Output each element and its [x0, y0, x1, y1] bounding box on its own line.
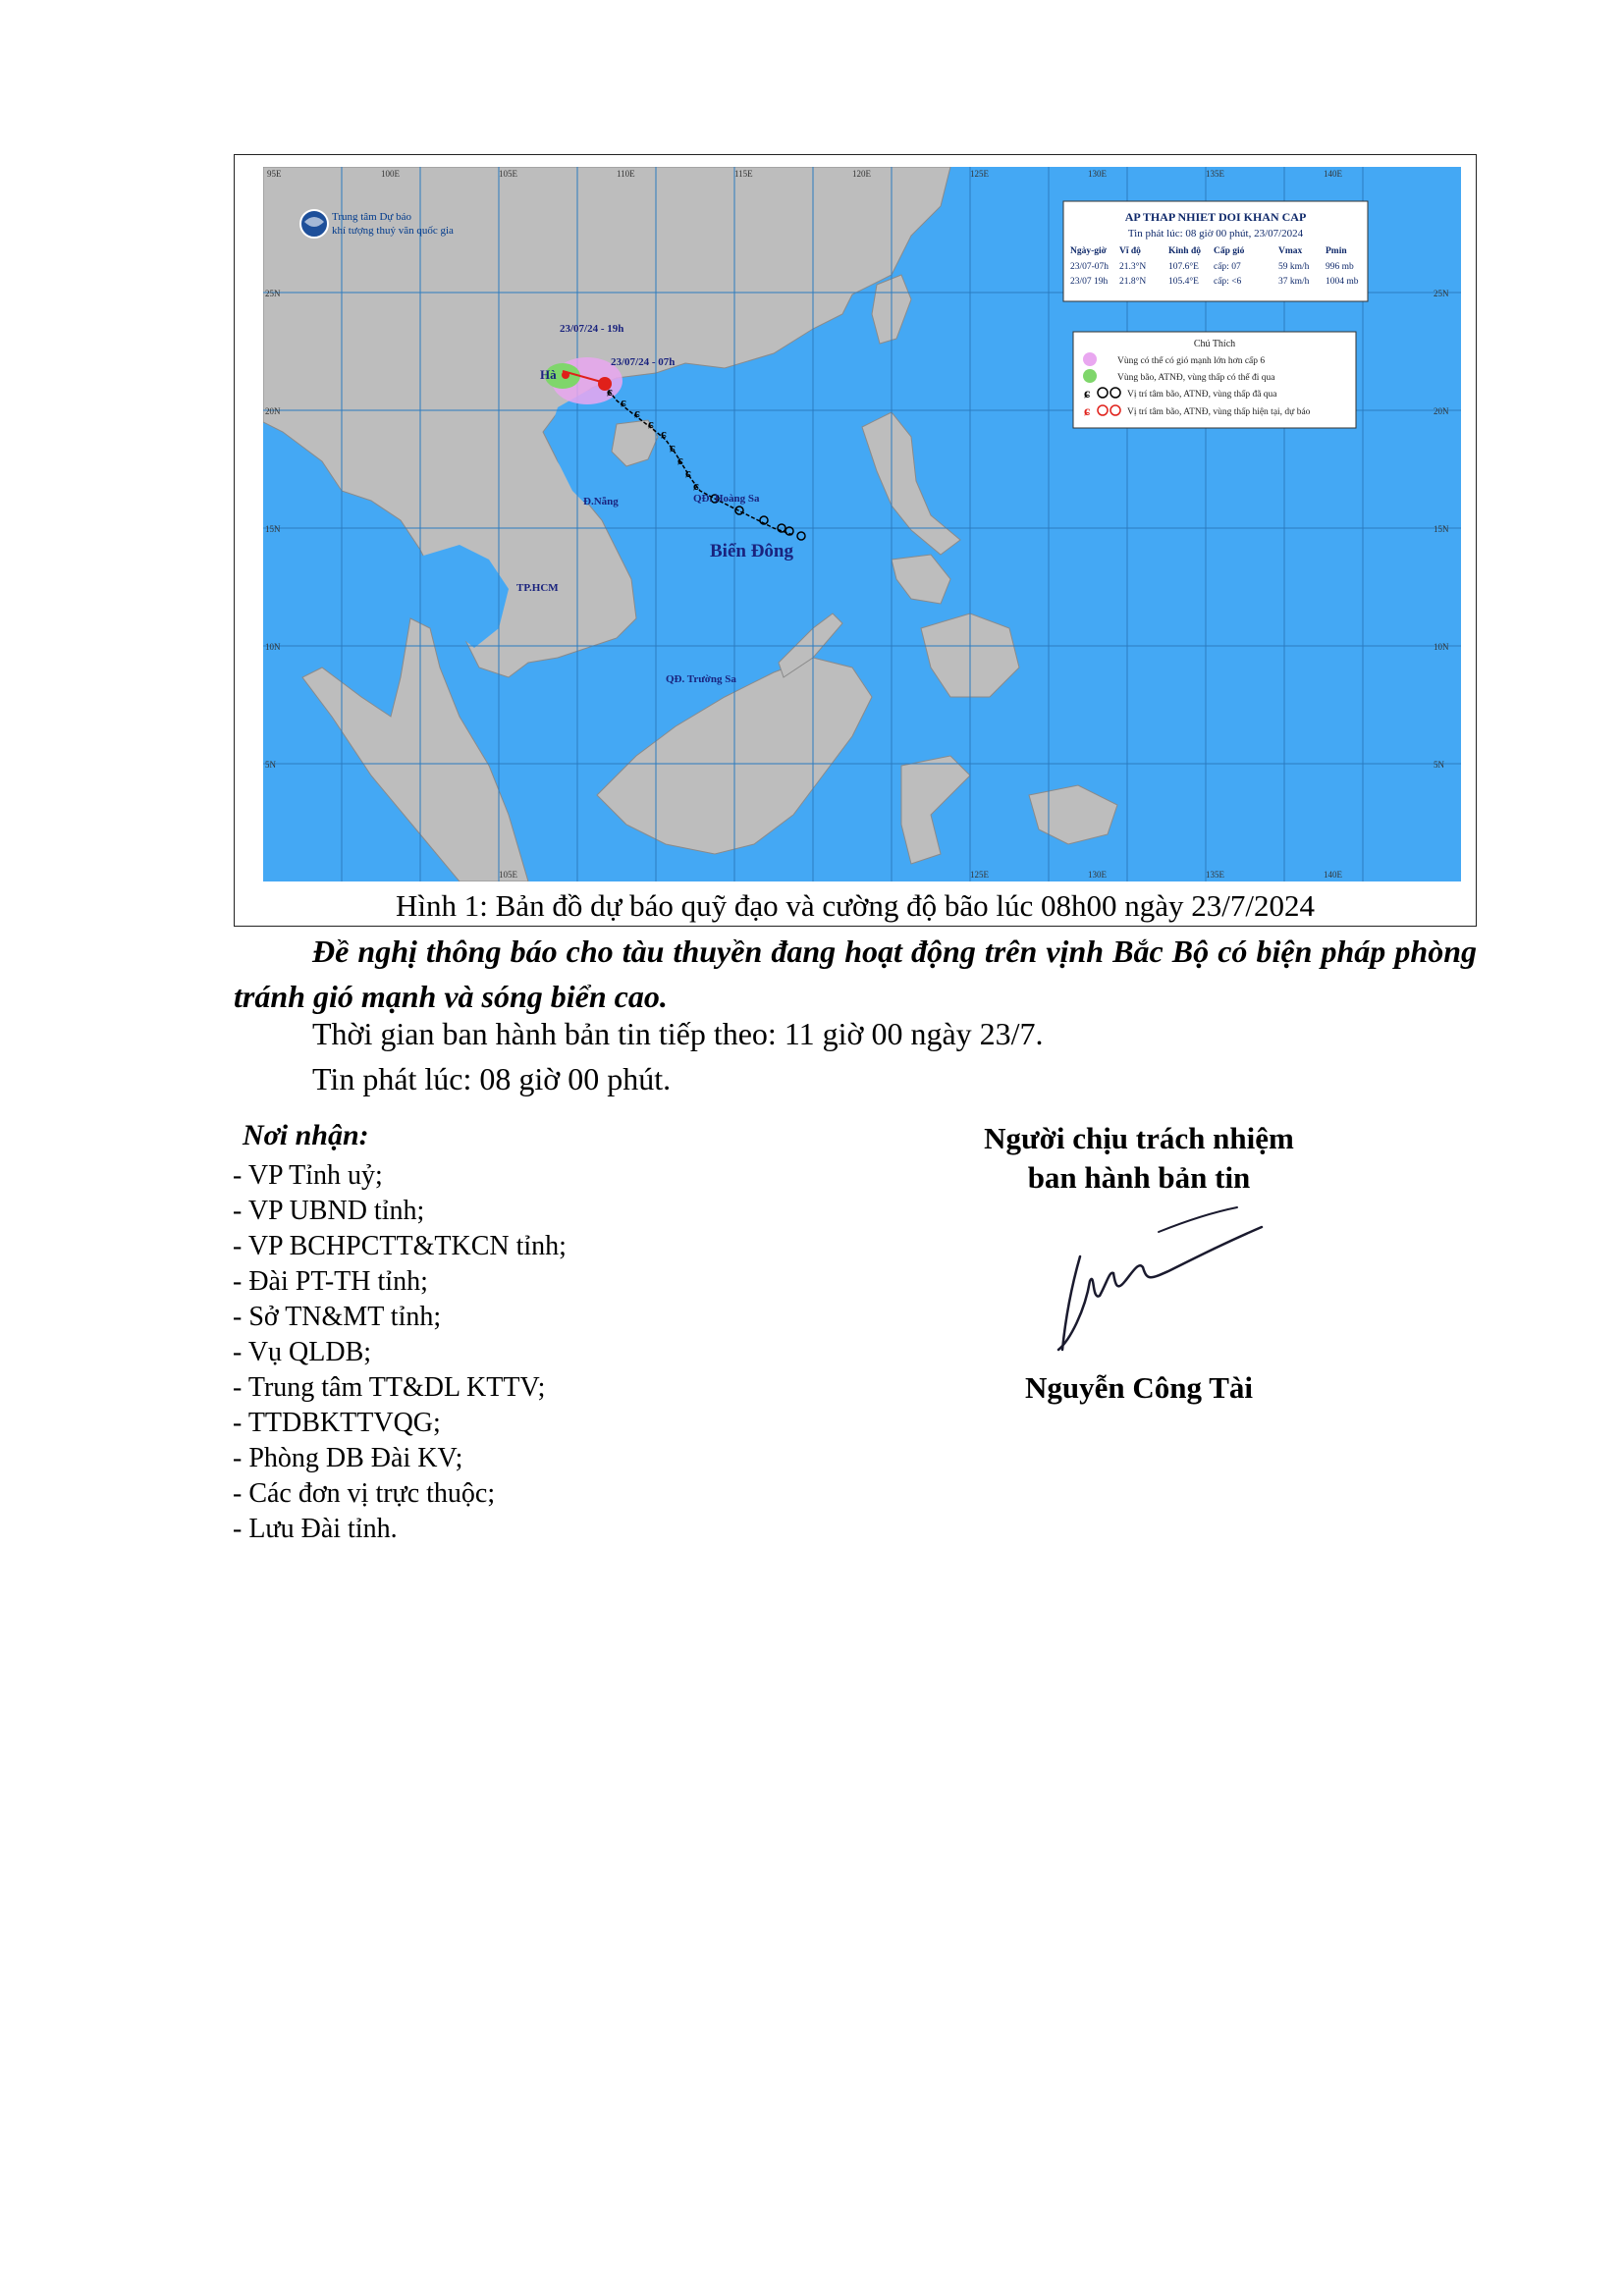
label-hanoi: Hà: [540, 367, 557, 382]
figure-caption: Hình 1: Bản đồ dự báo quỹ đạo và cường độ bão lúc 08h00 ngày 23/7/2024: [396, 888, 1315, 923]
signature: [1041, 1202, 1267, 1360]
info-box-title: AP THAP NHIET DOI KHAN CAP: [1124, 210, 1307, 224]
strong-wind-zone-icon: [1083, 352, 1097, 366]
recipient-item: - Lưu Đài tỉnh.: [233, 1514, 398, 1544]
storm-track-map: [263, 167, 1461, 881]
track-point-icon: ɕ: [685, 465, 691, 480]
label-hoangsa: QĐ. Hoàng Sa: [693, 493, 760, 505]
lat-tick-right-25: 25N: [1434, 289, 1449, 298]
legend-title: Chú Thích: [1193, 339, 1236, 349]
label-danang: Đ.Nẵng: [583, 496, 619, 507]
lon-tick-top-125: 125E: [970, 169, 989, 179]
recipient-item: - Trung tâm TT&DL KTTV;: [233, 1372, 546, 1403]
info-row2-lat: 21.8°N: [1119, 277, 1147, 287]
lon-tick-top-105: 105E: [499, 169, 517, 179]
lon-tick-bottom-125: 125E: [970, 870, 989, 880]
track-point-icon: ɕ: [693, 478, 699, 493]
recipient-item: - Đài PT-TH tỉnh;: [233, 1266, 428, 1297]
info-box-issued: Tin phát lúc: 08 giờ 00 phút, 23/07/2024: [1127, 228, 1304, 240]
lon-tick-top-115: 115E: [734, 169, 753, 179]
info-row1-wind: cấp: 07: [1214, 262, 1241, 272]
lat-tick-20: 20N: [265, 406, 281, 416]
lon-tick-top-140: 140E: [1324, 169, 1342, 179]
track-point-icon: ɕ: [607, 384, 613, 399]
info-header-datetime: Ngày-giờ: [1070, 246, 1107, 256]
label-biendong: Biển Đông: [710, 541, 793, 561]
label-time-19h: 23/07/24 - 19h: [560, 323, 624, 335]
recipients-list: [233, 1158, 567, 1547]
info-row2-pmin: 1004 mb: [1326, 277, 1359, 287]
info-row1-vmax: 59 km/h: [1278, 262, 1310, 272]
lat-tick-25: 25N: [265, 289, 281, 298]
storm-path-zone-icon: [1083, 369, 1097, 383]
lon-tick-top-100: 100E: [381, 169, 400, 179]
legend-item-3: Vị trí tâm bão, ATNĐ, vùng thấp đã qua: [1127, 390, 1277, 400]
info-row1-lat: 21.3°N: [1119, 262, 1147, 272]
lon-tick-bottom-105: 105E: [499, 870, 517, 880]
lon-tick-top-110: 110E: [617, 169, 635, 179]
lat-tick-5: 5N: [265, 760, 276, 770]
info-header-wind: Cấp gió: [1214, 246, 1245, 256]
track-point-icon: ɕ: [677, 453, 683, 467]
lon-tick-top-130: 130E: [1088, 169, 1107, 179]
recipient-item: - VP Tỉnh uỷ;: [233, 1160, 383, 1191]
signer-title-line2: ban hành bản tin: [1027, 1160, 1251, 1195]
track-point-icon: ɕ: [661, 426, 667, 441]
recipient-item: - Phòng DB Đài KV;: [233, 1443, 463, 1473]
storm-info-box: [1063, 201, 1368, 301]
forecast-center-icon: [562, 371, 569, 379]
lon-tick-bottom-140: 140E: [1324, 870, 1342, 880]
recipient-item: - Sở TN&MT tỉnh;: [233, 1302, 442, 1332]
info-header-lat: Vĩ độ: [1119, 246, 1141, 256]
recipient-item: - TTDBKTTVQG;: [233, 1408, 441, 1438]
lat-tick-15: 15N: [265, 524, 281, 534]
legend-item-2: Vùng bão, ATNĐ, vùng thấp có thể đi qua: [1117, 373, 1275, 383]
lon-tick-top-120: 120E: [852, 169, 871, 179]
label-tphcm: TP.HCM: [516, 582, 559, 594]
info-row2-vmax: 37 km/h: [1278, 277, 1310, 287]
label-truongsa: QĐ. Trường Sa: [666, 673, 736, 685]
label-time-07h: 23/07/24 - 07h: [611, 356, 676, 368]
recipient-item: - Vụ QLDB;: [233, 1337, 372, 1367]
past-storm-symbol-icon: ɕ: [1084, 387, 1091, 401]
lon-tick-bottom-135: 135E: [1206, 870, 1224, 880]
track-point-icon: ɕ: [621, 395, 626, 409]
info-row1-datetime: 23/07-07h: [1070, 262, 1110, 272]
lat-tick-right-15: 15N: [1434, 524, 1449, 534]
info-row2-lon: 105.4°E: [1168, 277, 1199, 287]
legend-box: [1073, 332, 1356, 428]
lat-tick-right-5: 5N: [1434, 760, 1444, 770]
info-row2-wind: cấp: <6: [1214, 277, 1242, 287]
lon-tick-bottom-130: 130E: [1088, 870, 1107, 880]
recipient-item: - VP BCHPCTT&TKCN tỉnh;: [233, 1231, 567, 1261]
track-point-icon: ɕ: [648, 416, 654, 431]
info-header-lon: Kinh độ: [1168, 246, 1202, 256]
issued-time-text: Tin phát lúc: 08 giờ 00 phút.: [312, 1061, 672, 1096]
recipients-title: Nơi nhận:: [243, 1119, 369, 1151]
current-storm-symbol-icon: ɕ: [1084, 404, 1091, 419]
signature-stroke: [1058, 1227, 1262, 1350]
info-row1-lon: 107.6°E: [1168, 262, 1199, 272]
lat-tick-right-10: 10N: [1434, 642, 1449, 652]
map-svg: [263, 167, 1461, 881]
legend-item-1: Vùng có thể có gió mạnh lớn hơn cấp 6: [1117, 356, 1266, 366]
recipient-item: - VP UBND tỉnh;: [233, 1196, 425, 1226]
lat-tick-10: 10N: [265, 642, 281, 652]
recipient-item: - Các đơn vị trực thuộc;: [233, 1478, 496, 1509]
lon-tick-top-95: 95E: [267, 169, 282, 179]
signature-flourish: [1159, 1207, 1237, 1232]
info-row2-datetime: 23/07 19h: [1070, 277, 1109, 287]
legend-item-4: Vị trí tâm bão, ATNĐ, vùng thấp hiện tại, dự báo: [1127, 407, 1311, 417]
lat-tick-right-20: 20N: [1434, 406, 1449, 416]
info-header-vmax: Vmax: [1278, 246, 1303, 256]
track-point-icon: ɕ: [670, 440, 676, 454]
lon-tick-top-135: 135E: [1206, 169, 1224, 179]
agency-line1: Trung tâm Dự báo: [332, 211, 412, 223]
advice-paragraph: Đề nghị thông báo cho tàu thuyền đang hoạt động trên vịnh Bắc Bộ có biện pháp phòng tránh gió mạnh và sóng biển cao.: [234, 934, 1477, 1014]
signer-title: [884, 1119, 1394, 1198]
signer-name: Nguyễn Công Tài: [1025, 1370, 1253, 1405]
agency-line2: khí tượng thuỷ văn quốc gia: [332, 225, 454, 237]
track-point-icon: ɕ: [634, 405, 640, 420]
info-header-pmin: Pmin: [1326, 246, 1347, 256]
signer-title-line1: Người chịu trách nhiệm: [984, 1121, 1294, 1155]
next-issue-text: Thời gian ban hành bản tin tiếp theo: 11 giờ 00 ngày 23/7.: [312, 1016, 1044, 1051]
info-row1-pmin: 996 mb: [1326, 262, 1354, 272]
